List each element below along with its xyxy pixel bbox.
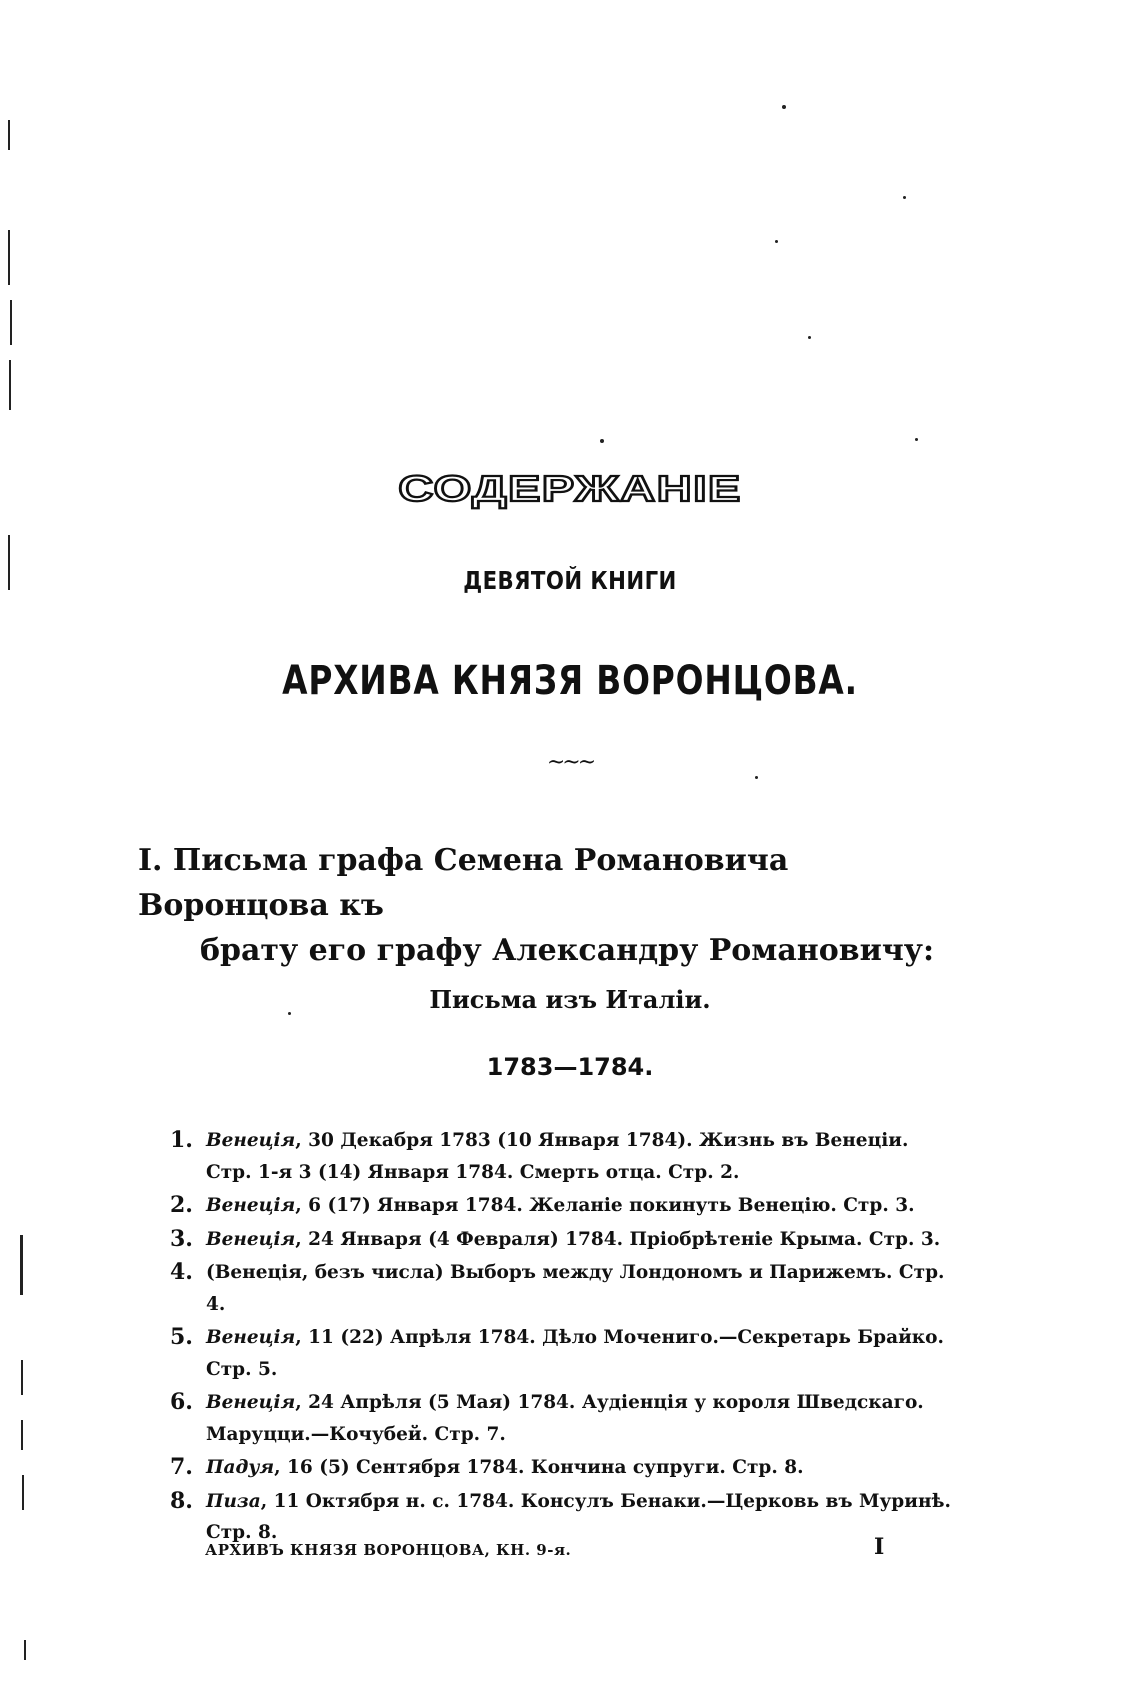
- section-heading: [138, 838, 968, 973]
- contents-list: [170, 1125, 960, 1551]
- scan-artifact: [8, 230, 10, 285]
- list-item: [170, 1322, 960, 1385]
- list-item: [170, 1224, 960, 1256]
- scan-artifact: [775, 240, 778, 243]
- entry-place: Пиза: [206, 1490, 261, 1512]
- entry-text: , 24 Апрѣля (5 Мая) 1784. Аудіенція у короля Шведскаго. Маруцци.—Кочубей. Стр. 7.: [206, 1392, 924, 1445]
- scan-artifact: [22, 1475, 24, 1510]
- entry-number: 8.: [170, 1487, 193, 1514]
- footer-signature: АРХИВЪ КНЯЗЯ ВОРОНЦОВА, КН. 9-я.: [205, 1541, 572, 1559]
- scan-artifact: [8, 535, 10, 590]
- scan-artifact: [9, 360, 11, 410]
- entry-number: 1.: [170, 1127, 193, 1153]
- scan-artifact: [24, 1640, 26, 1660]
- entry-text: (Венеція, безъ числа) Выборъ между Лондономъ и Парижемъ. Стр. 4.: [206, 1262, 945, 1315]
- scan-artifact: [808, 336, 811, 339]
- list-item: [170, 1452, 960, 1484]
- archive-title: АРХИВА КНЯЗЯ ВОРОНЦОВА.: [282, 658, 858, 704]
- entry-place: Венеція: [206, 1392, 296, 1413]
- page-title: СОДЕРЖАНІЕ: [398, 468, 742, 509]
- scan-artifact: [21, 1420, 23, 1450]
- entry-text: , 6 (17) Января 1784. Желаніе покинуть Венецію. Стр. 3.: [295, 1195, 915, 1216]
- book-subtitle: ДЕВЯТОЙ КНИГИ: [463, 566, 677, 595]
- entry-number: 5.: [170, 1324, 193, 1350]
- scan-artifact: [21, 1360, 23, 1395]
- entry-text: , 11 Октября н. с. 1784. Консулъ Бенаки.—Церковь въ Муринѣ. Стр. 8.: [206, 1490, 951, 1543]
- scan-artifact: [288, 1012, 291, 1015]
- list-item: [170, 1125, 960, 1188]
- section-heading-line1: I. Письма графа Семена Романовича Воронцова къ: [138, 843, 789, 923]
- list-item: [170, 1486, 960, 1549]
- entry-text: , 30 Декабря 1783 (10 Января 1784). Жизнь въ Венеціи. Стр. 1-я 3 (14) Января 1784. Смерть отца. Стр. 2.: [206, 1130, 909, 1183]
- subsection-heading: Письма изъ Италіи.: [429, 985, 711, 1014]
- entry-text: , 11 (22) Апрѣля 1784. Дѣло Мочениго.—Секретарь Брайко. Стр. 5.: [206, 1327, 944, 1380]
- list-item: [170, 1190, 960, 1222]
- scan-artifact: [20, 1235, 23, 1295]
- scan-artifact: [10, 300, 12, 345]
- entry-number: 3.: [170, 1225, 193, 1252]
- list-item: [170, 1257, 960, 1320]
- ornament-divider: ~~~: [546, 750, 594, 775]
- entry-text: , 16 (5) Сентября 1784. Кончина супруги. Стр. 8.: [274, 1457, 804, 1478]
- section-heading-line2: брату его графу Александру Романовичу:: [200, 933, 935, 968]
- entry-place: Венеція: [206, 1195, 296, 1216]
- list-item: [170, 1387, 960, 1450]
- entry-number: 6.: [170, 1389, 193, 1415]
- entry-number: 2.: [170, 1192, 193, 1218]
- scan-artifact: [8, 120, 10, 150]
- years-heading: 1783—1784.: [486, 1053, 654, 1081]
- scan-artifact: [915, 438, 918, 441]
- entry-text: , 24 Января (4 Февраля) 1784. Пріобрѣтеніе Крыма. Стр. 3.: [295, 1228, 941, 1250]
- entry-number: 4.: [170, 1259, 193, 1285]
- entry-number: 7.: [170, 1454, 193, 1480]
- scan-artifact: [782, 105, 786, 109]
- entry-place: Венеція: [206, 1130, 296, 1151]
- entry-place: Падуя: [206, 1457, 275, 1478]
- entry-place: Венеція: [206, 1327, 296, 1348]
- entry-place: Венеція: [206, 1228, 296, 1250]
- page-number: I: [874, 1534, 885, 1560]
- scan-artifact: [600, 439, 604, 443]
- scan-artifact: [903, 196, 906, 199]
- scan-artifact: [755, 776, 758, 779]
